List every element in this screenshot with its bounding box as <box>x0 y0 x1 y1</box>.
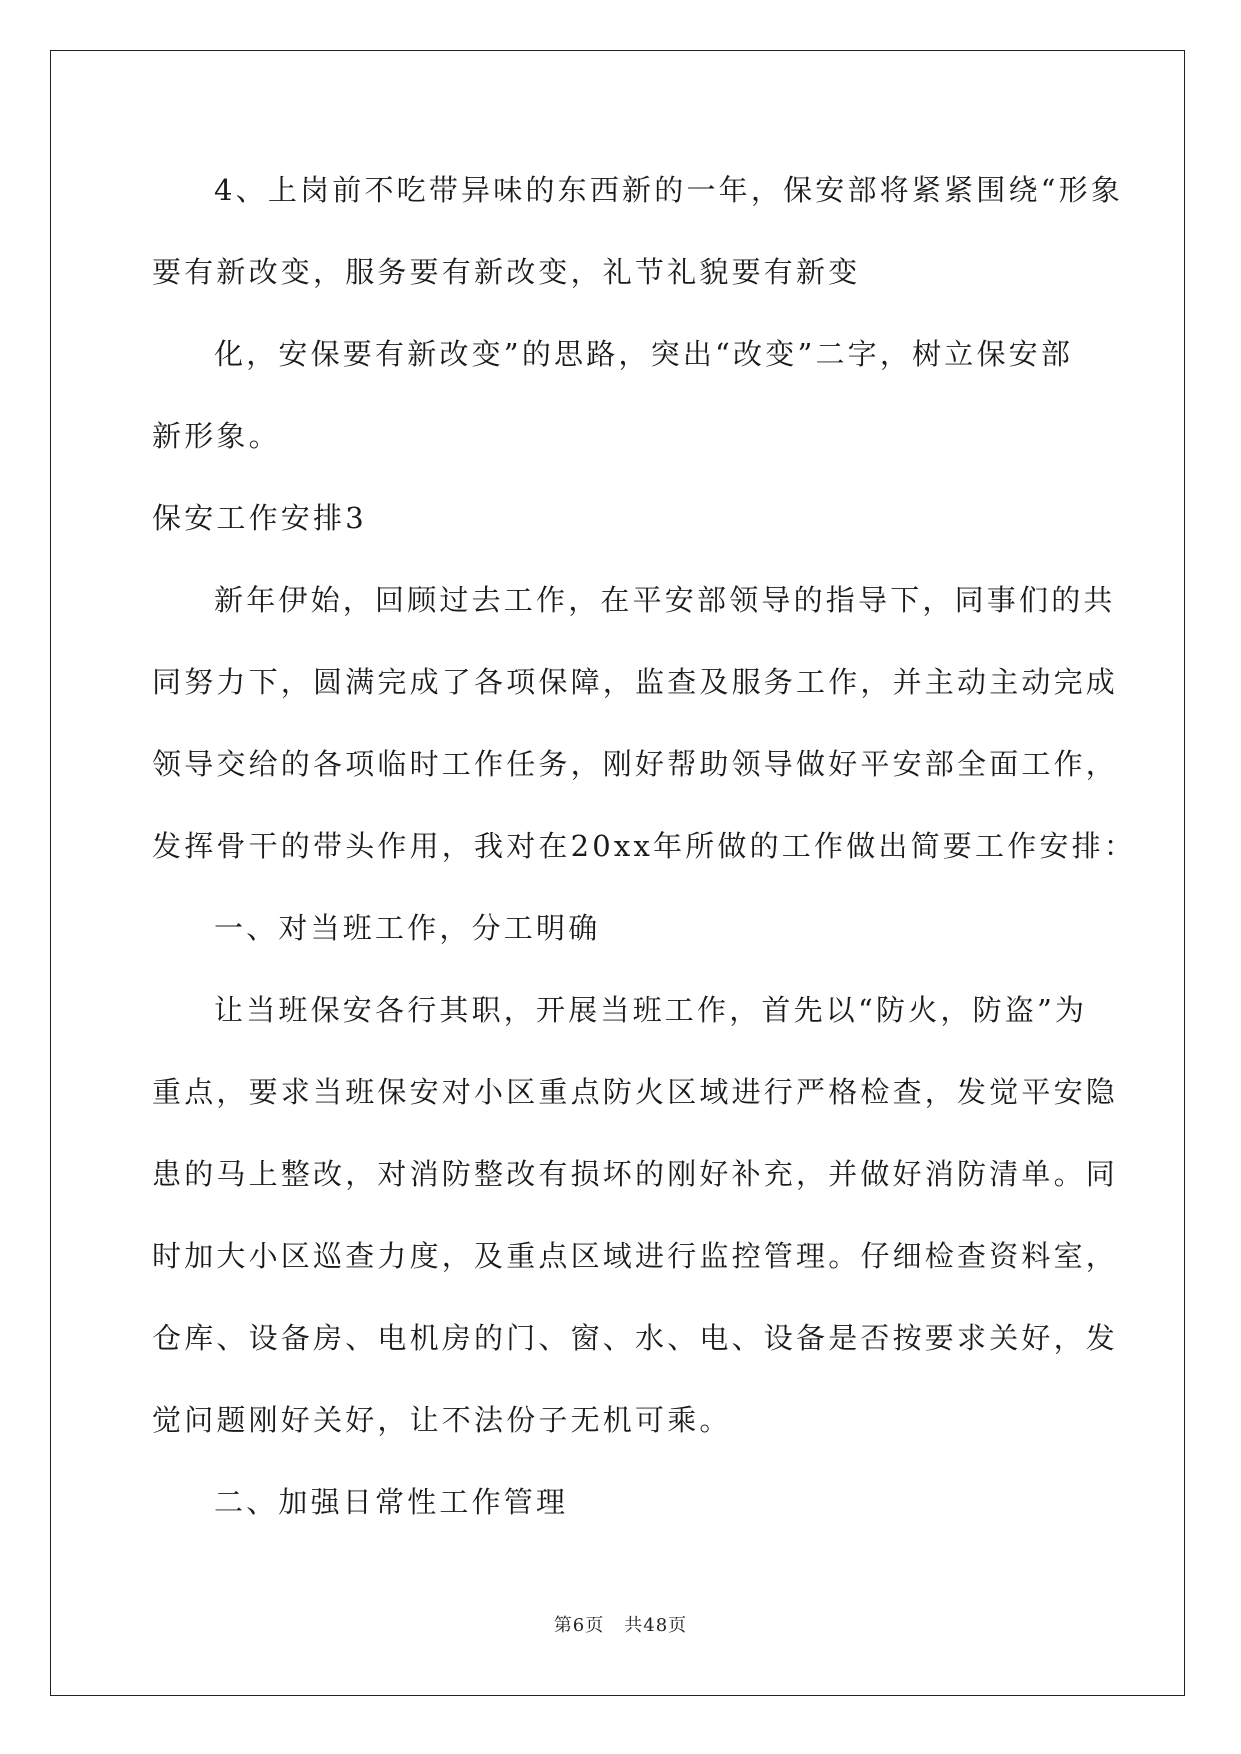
paragraph-line: 患的马上整改，对消防整改有损坏的刚好补充，并做好消防清单。同 <box>152 1157 1119 1191</box>
page-total: 共48页 <box>624 1615 688 1636</box>
paragraph-line: 领导交给的各项临时工作任务，刚好帮助领导做好平安部全面工作， <box>152 747 1119 781</box>
subheading: 二、加强日常性工作管理 <box>214 1485 569 1519</box>
paragraph-line: 重点，要求当班保安对小区重点防火区域进行严格检查，发觉平安隐 <box>152 1075 1119 1109</box>
paragraph-line: 仓库、设备房、电机房的门、窗、水、电、设备是否按要求关好，发 <box>152 1321 1119 1355</box>
page-footer <box>0 1614 1241 1638</box>
paragraph-line: 4、上岗前不吃带异味的东西新的一年，保安部将紧紧围绕“形象 <box>214 173 1124 207</box>
page-border <box>50 50 1185 1696</box>
paragraph-line: 同努力下，圆满完成了各项保障，监查及服务工作，并主动主动完成 <box>152 665 1119 699</box>
paragraph-line: 让当班保安各行其职，开展当班工作，首先以“防火，防盗”为 <box>214 993 1088 1027</box>
paragraph-line: 新形象。 <box>152 419 281 453</box>
paragraph-line: 要有新改变，服务要有新改变，礼节礼貌要有新变 <box>152 255 861 289</box>
paragraph-line: 发挥骨干的带头作用，我对在20xx年所做的工作做出简要工作安排： <box>152 829 1137 863</box>
paragraph-line: 化，安保要有新改变”的思路，突出“改变”二字，树立保安部 <box>214 337 1074 371</box>
subheading: 一、对当班工作，分工明确 <box>214 911 601 945</box>
section-heading: 保安工作安排3 <box>152 501 367 535</box>
paragraph-line: 时加大小区巡查力度，及重点区域进行监控管理。仔细检查资料室， <box>152 1239 1119 1273</box>
paragraph-line: 觉问题刚好关好，让不法份子无机可乘。 <box>152 1403 732 1437</box>
page-number: 第6页 <box>553 1615 605 1636</box>
paragraph-line: 新年伊始，回顾过去工作，在平安部领导的指导下，同事们的共 <box>214 583 1116 617</box>
